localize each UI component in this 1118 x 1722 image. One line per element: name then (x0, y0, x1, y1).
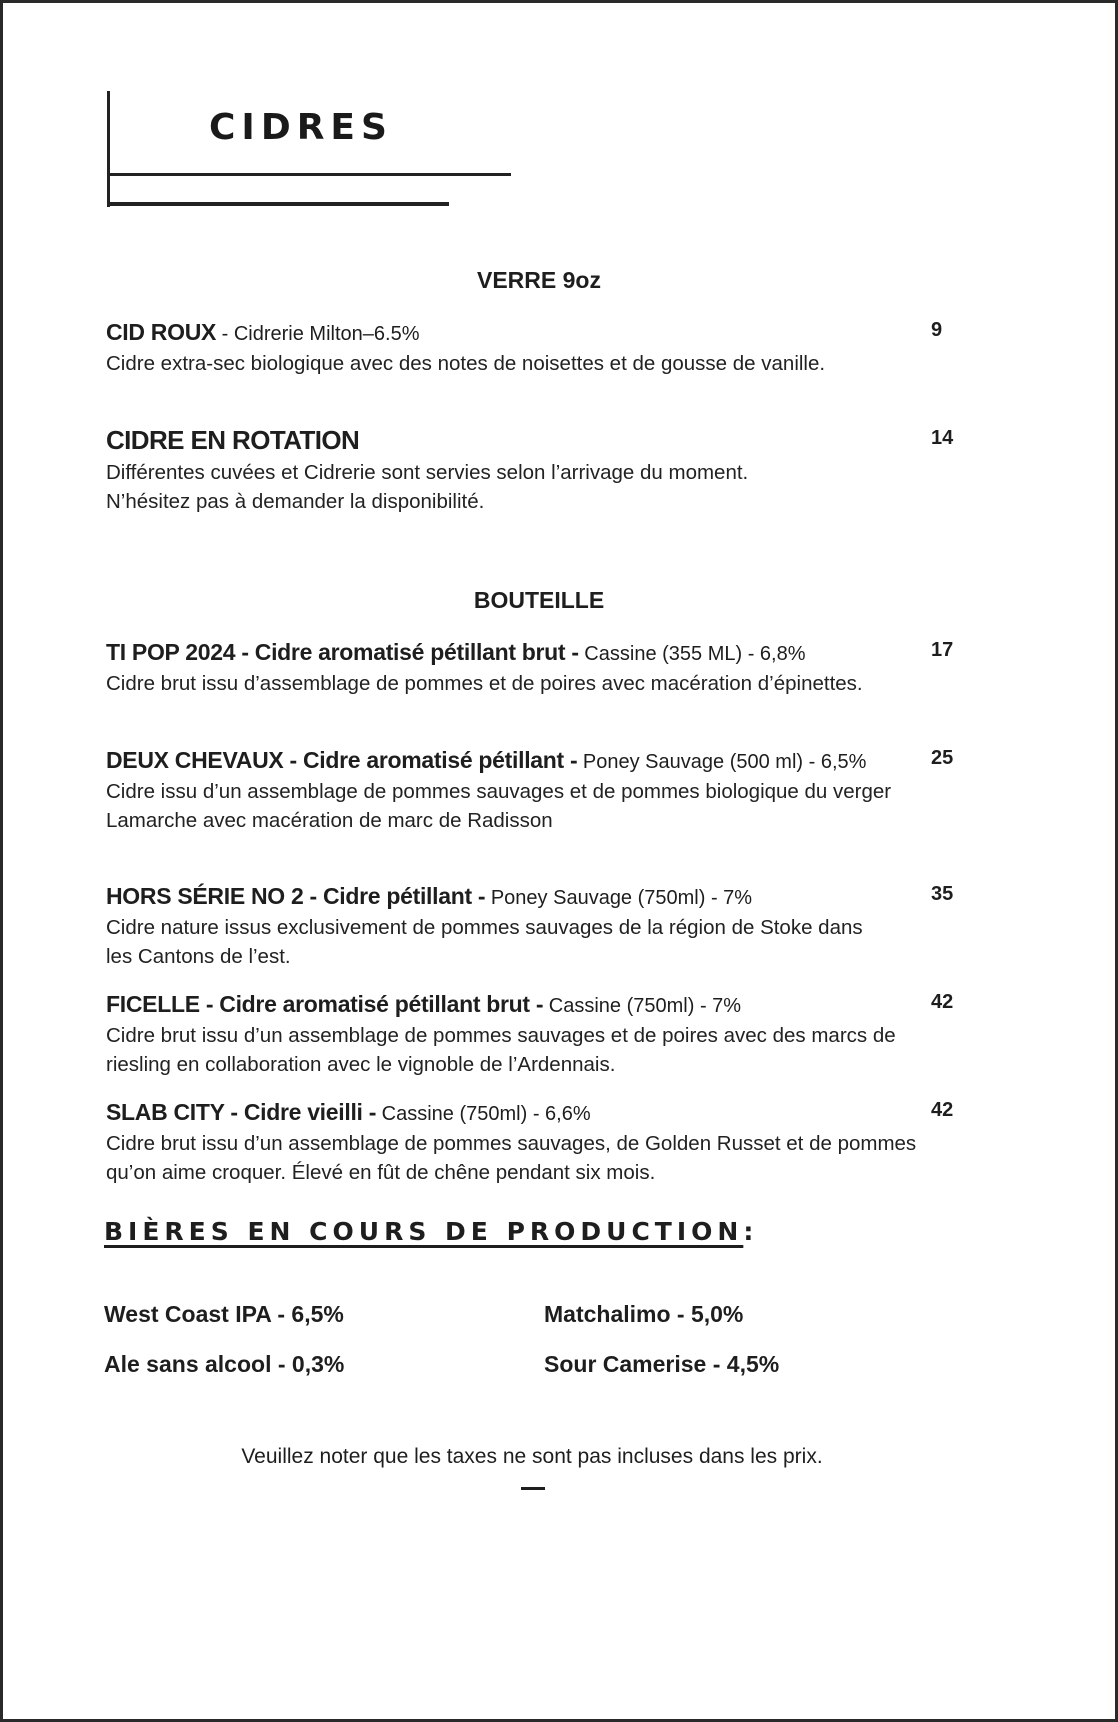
item-producer: Cassine (355 ML) - 6,8% (578, 643, 806, 665)
item-description: Cidre brut issu d’un assemblage de pommes sauvages, de Golden Russet et de pommes qu’on aime croquer. Élevé en fût de chêne pendant six mois. (106, 1132, 917, 1184)
item-description: Cidre brut issu d’un assemblage de pommes sauvages et de poires avec des marcs de riesling en collaboration avec le vignoble de l’Ardennais. (106, 1024, 896, 1076)
item-price: 35 (931, 883, 954, 905)
item-description: Cidre nature issus exclusivement de pommes sauvages de la région de Stoke dans les Cantons de l’est. (106, 916, 863, 968)
beer-item: Sour Camerise - 4,5% (544, 1351, 780, 1377)
beer-item: Matchalimo - 5,0% (544, 1301, 744, 1327)
menu-item (106, 745, 926, 835)
menu-item (106, 637, 966, 698)
section-heading-verre: VERRE 9oz (477, 267, 601, 293)
item-name: SLAB CITY - Cidre vieilli - (106, 1099, 377, 1125)
item-description: Différentes cuvées et Cidrerie sont servies selon l’arrivage du moment. (106, 461, 749, 484)
page-title: CIDRES (209, 107, 393, 148)
item-name: CIDRE EN ROTATION (106, 425, 360, 455)
item-producer: Cassine (750ml) - 7% (543, 995, 742, 1017)
item-description: Cidre brut issu d’assemblage de pommes et de poires avec macération d’épinettes. (106, 672, 863, 695)
item-name: CID ROUX (106, 319, 217, 345)
menu-item (106, 881, 966, 971)
footer-dash (521, 1487, 545, 1490)
item-name: HORS SÉRIE NO 2 - Cidre pétillant - (106, 883, 486, 909)
item-description: Cidre issu d’un assemblage de pommes sauvages et de pommes biologique du verger Lamarche avec macération de marc de Radisson (106, 780, 892, 832)
menu-item (106, 1097, 966, 1187)
item-producer: Poney Sauvage (750ml) - 7% (485, 887, 753, 909)
item-price: 14 (931, 427, 954, 449)
item-producer: - Cidrerie Milton–6.5% (216, 323, 420, 345)
menu-item (106, 425, 966, 516)
title-rule-upper (107, 173, 511, 176)
title-vertical-rule (107, 91, 110, 207)
item-name: TI POP 2024 - Cidre aromatisé pétillant brut - (106, 639, 579, 665)
beers-heading: BIÈRES EN COURS DE PRODUCTION: (104, 1217, 759, 1246)
tax-note: Veuillez noter que les taxes ne sont pas incluses dans les prix. (241, 1445, 823, 1468)
item-name: DEUX CHEVAUX - Cidre aromatisé pétillant - (106, 747, 578, 773)
item-price: 9 (931, 319, 943, 341)
item-price: 25 (931, 747, 954, 769)
item-description: Cidre extra-sec biologique avec des notes de noisettes et de gousse de vanille. (106, 352, 826, 375)
menu-item (106, 989, 966, 1079)
item-price: 17 (931, 639, 954, 661)
beer-item: West Coast IPA - 6,5% (104, 1301, 344, 1327)
item-producer: Poney Sauvage (500 ml) - 6,5% (577, 751, 867, 773)
item-price: 42 (931, 1099, 954, 1121)
section-heading-bouteille: BOUTEILLE (473, 587, 605, 613)
title-rule-lower (107, 202, 449, 206)
item-producer: Cassine (750ml) - 6,6% (376, 1103, 591, 1125)
beer-item: Ale sans alcool - 0,3% (104, 1351, 345, 1377)
item-description: N’hésitez pas à demander la disponibilité. (106, 490, 485, 513)
menu-item (106, 317, 966, 378)
item-price: 42 (931, 991, 954, 1013)
item-name: FICELLE - Cidre aromatisé pétillant brut - (106, 991, 544, 1017)
